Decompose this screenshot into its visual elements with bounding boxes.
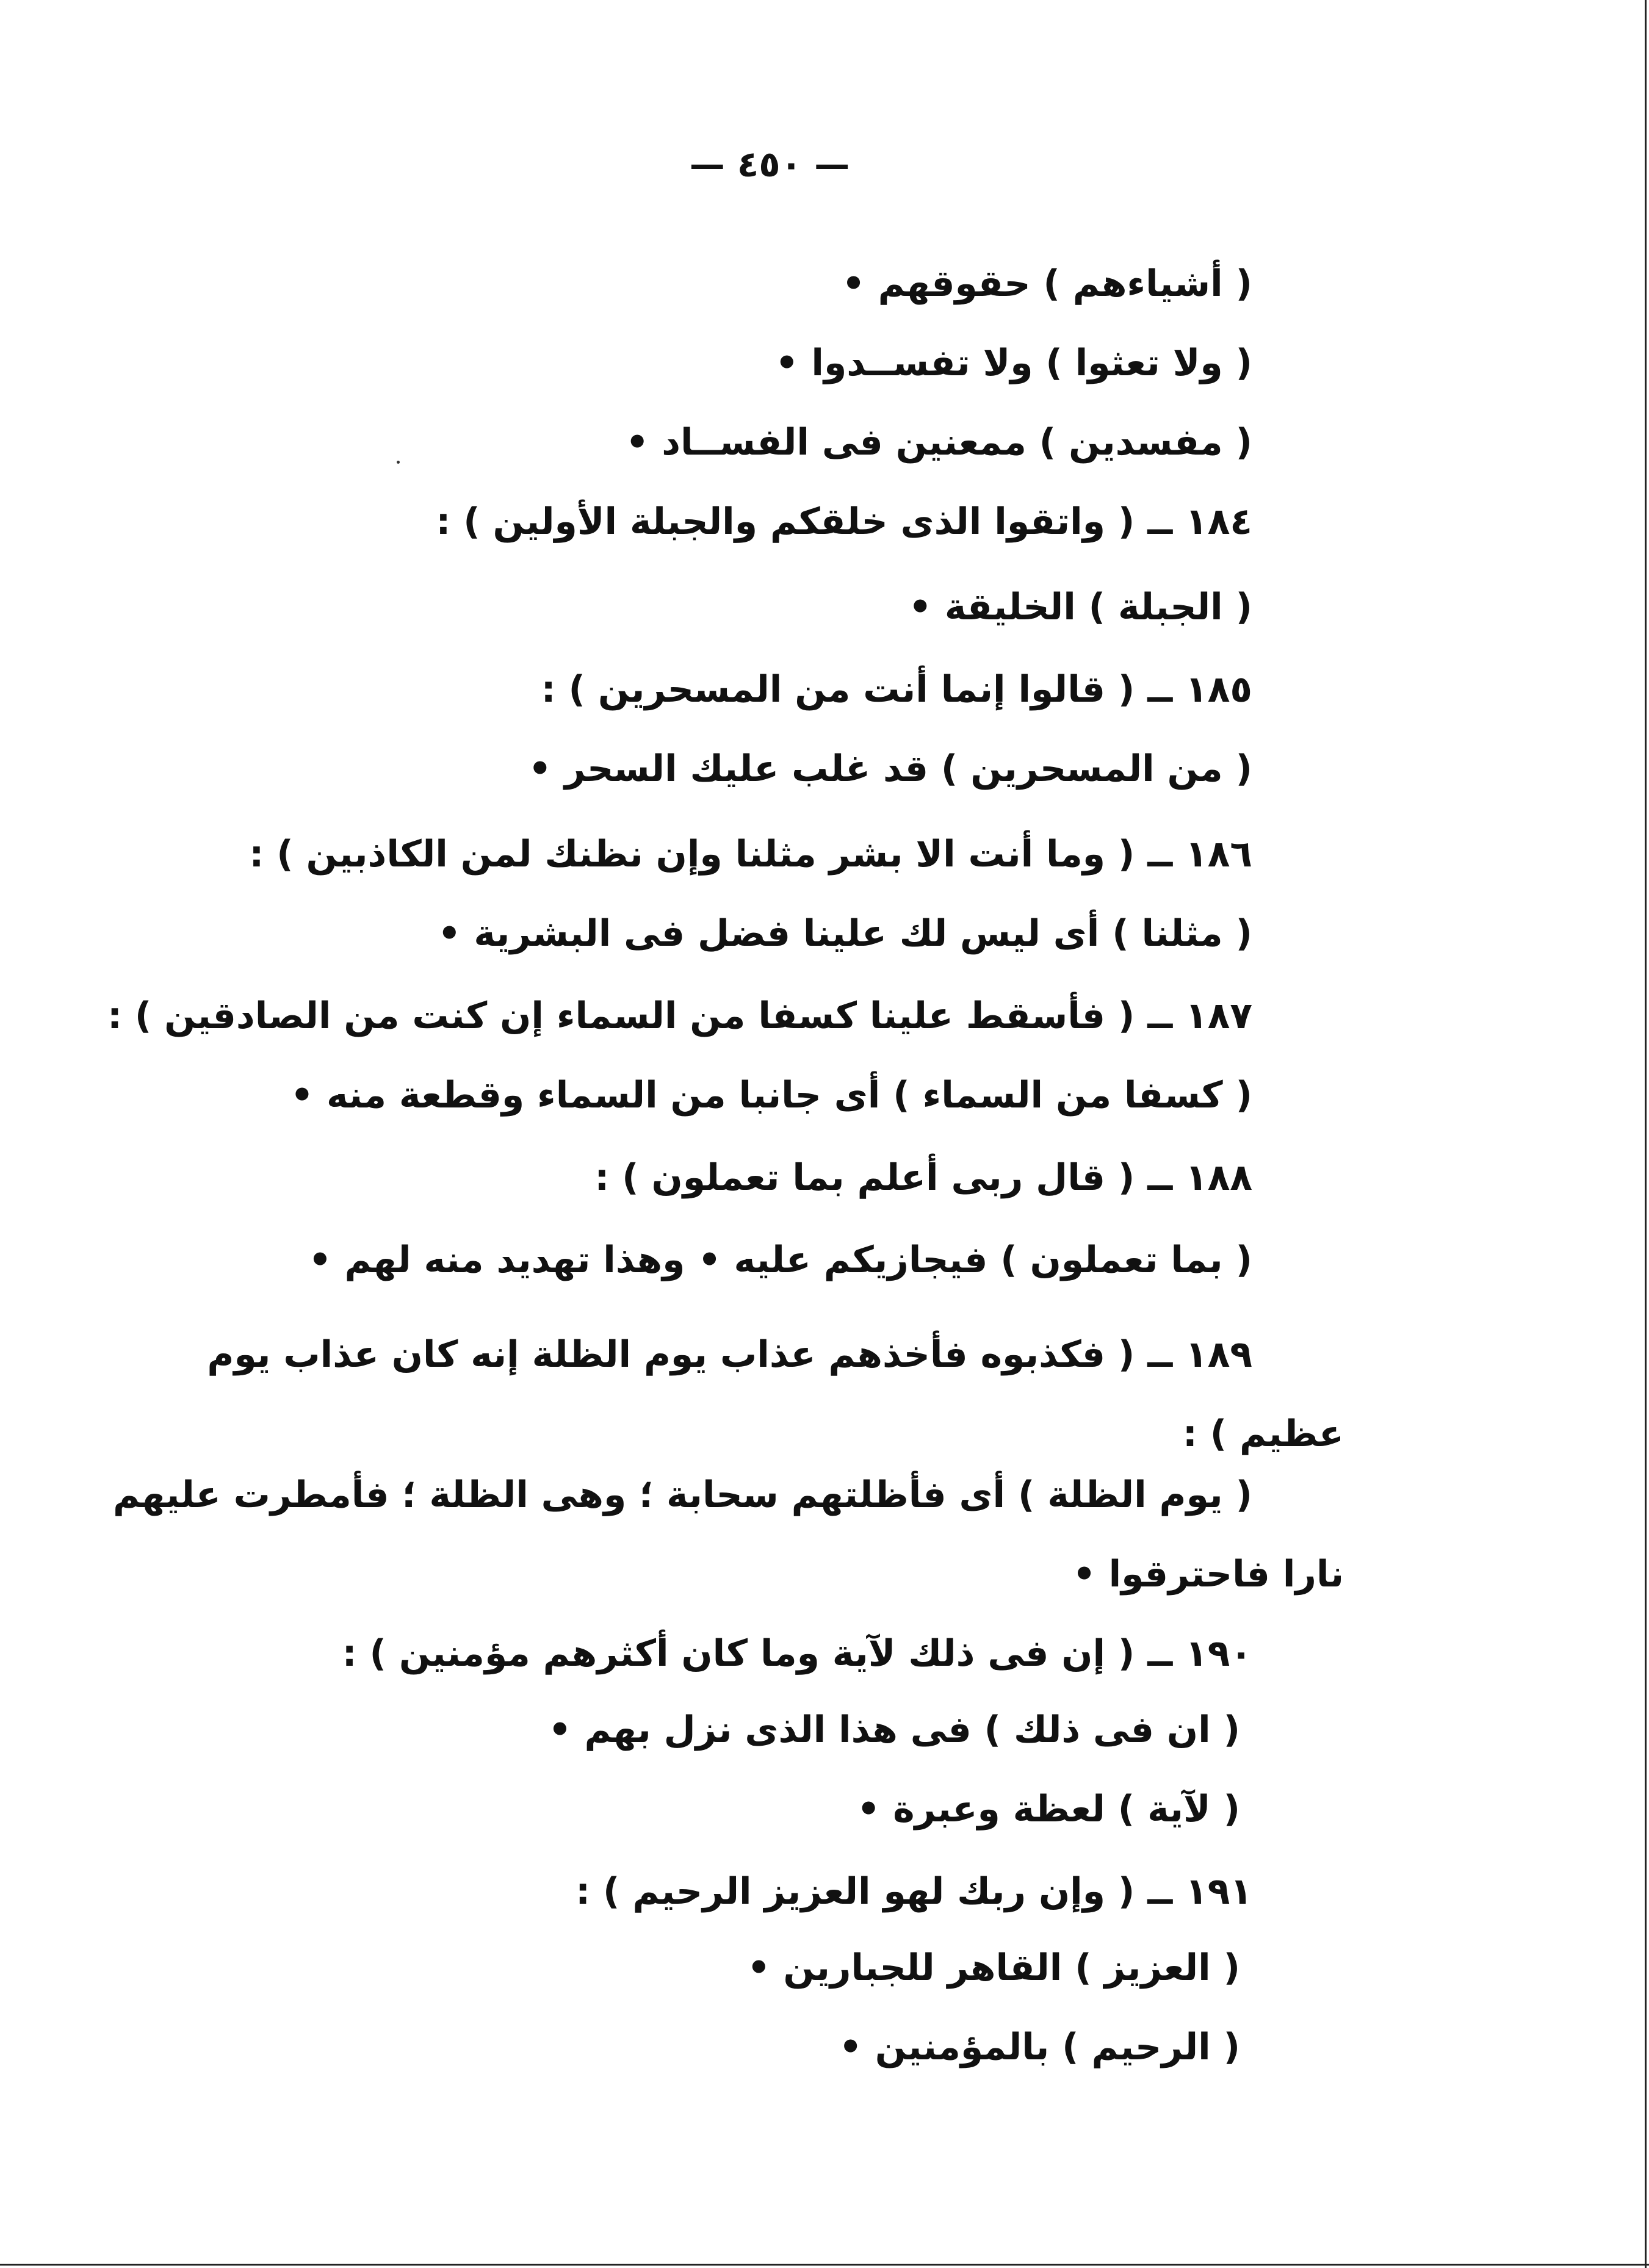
verse-line-part: ١٨٩ ــ ( فكذبوه فأخذهم عذاب يوم الظلة إنه كان عذاب يوم [207, 1333, 1252, 1376]
gloss-line: ( لآية ) لعظة وعبرة • [857, 1788, 1240, 1831]
gloss-line: ( الرحيم ) بالمؤمنين • [839, 2026, 1240, 2068]
gloss-line-part: ( يوم الظلة ) أى فأظلتهم سحابة ؛ وهى الظلة ؛ فأمطرت عليهم [113, 1474, 1252, 1516]
gloss-line: ( ولا تعثوا ) ولا تفســدوا • [775, 342, 1252, 384]
verse-line: ١٩١ ــ ( وإن ربك لهو العزيز الرحيم ) : [576, 1870, 1252, 1913]
gloss-line: ( كسفا من السماء ) أى جانبا من السماء وقطعة منه • [290, 1074, 1252, 1117]
verse-line-continuation: عظيم ) : [1182, 1413, 1344, 1455]
gloss-line: ( من المسحرين ) قد غلب عليك السحر • [528, 747, 1252, 790]
gloss-line: ( مفسدين ) ممعنين فى الفســاد • [626, 421, 1252, 464]
page-edge-bottom [0, 2264, 1649, 2266]
gloss-line: ( العزيز ) القاهر للجبارين • [747, 1946, 1240, 1989]
gloss-line: ( ان فى ذلك ) فى هذا الذى نزل بهم • [548, 1708, 1240, 1751]
verse-line: ١٨٤ ــ ( واتقوا الذى خلقكم والجبلة الأولين ) : [436, 500, 1252, 543]
gloss-line: ( أشياءهم ) حقوقهم • [842, 262, 1252, 305]
scan-speck [397, 461, 400, 464]
gloss-line: ( الجبلة ) الخليقة • [908, 586, 1252, 628]
verse-line: ١٨٥ ــ ( قالوا إنما أنت من المسحرين ) : [541, 668, 1252, 711]
page-number: — ٤٥٠ — [689, 143, 850, 185]
verse-line: ١٩٠ ــ ( إن فى ذلك لآية وما كان أكثرهم مؤمنين ) : [342, 1632, 1252, 1675]
gloss-line: ( بما تعملون ) فيجازيكم عليه • وهذا تهديد منه لهم • [308, 1239, 1252, 1281]
gloss-line-continuation: نارا فاحترقوا • [1072, 1553, 1344, 1596]
verse-line: ١٨٦ ــ ( وما أنت الا بشر مثلنا وإن نظنك لمن الكاذبين ) : [249, 833, 1252, 876]
verse-line-wrapped [154, 1330, 1344, 1464]
gloss-line-wrapped [113, 1471, 1344, 1605]
verse-line: ١٨٨ ــ ( قال ربى أعلم بما تعملون ) : [594, 1156, 1252, 1199]
page-edge-right [1645, 0, 1647, 2268]
verse-line: ١٨٧ ــ ( فأسقط علينا كسفا من السماء إن كنت من الصادقين ) : [107, 995, 1252, 1037]
gloss-line: ( مثلنا ) أى ليس لك علينا فضل فى البشرية • [438, 912, 1252, 955]
